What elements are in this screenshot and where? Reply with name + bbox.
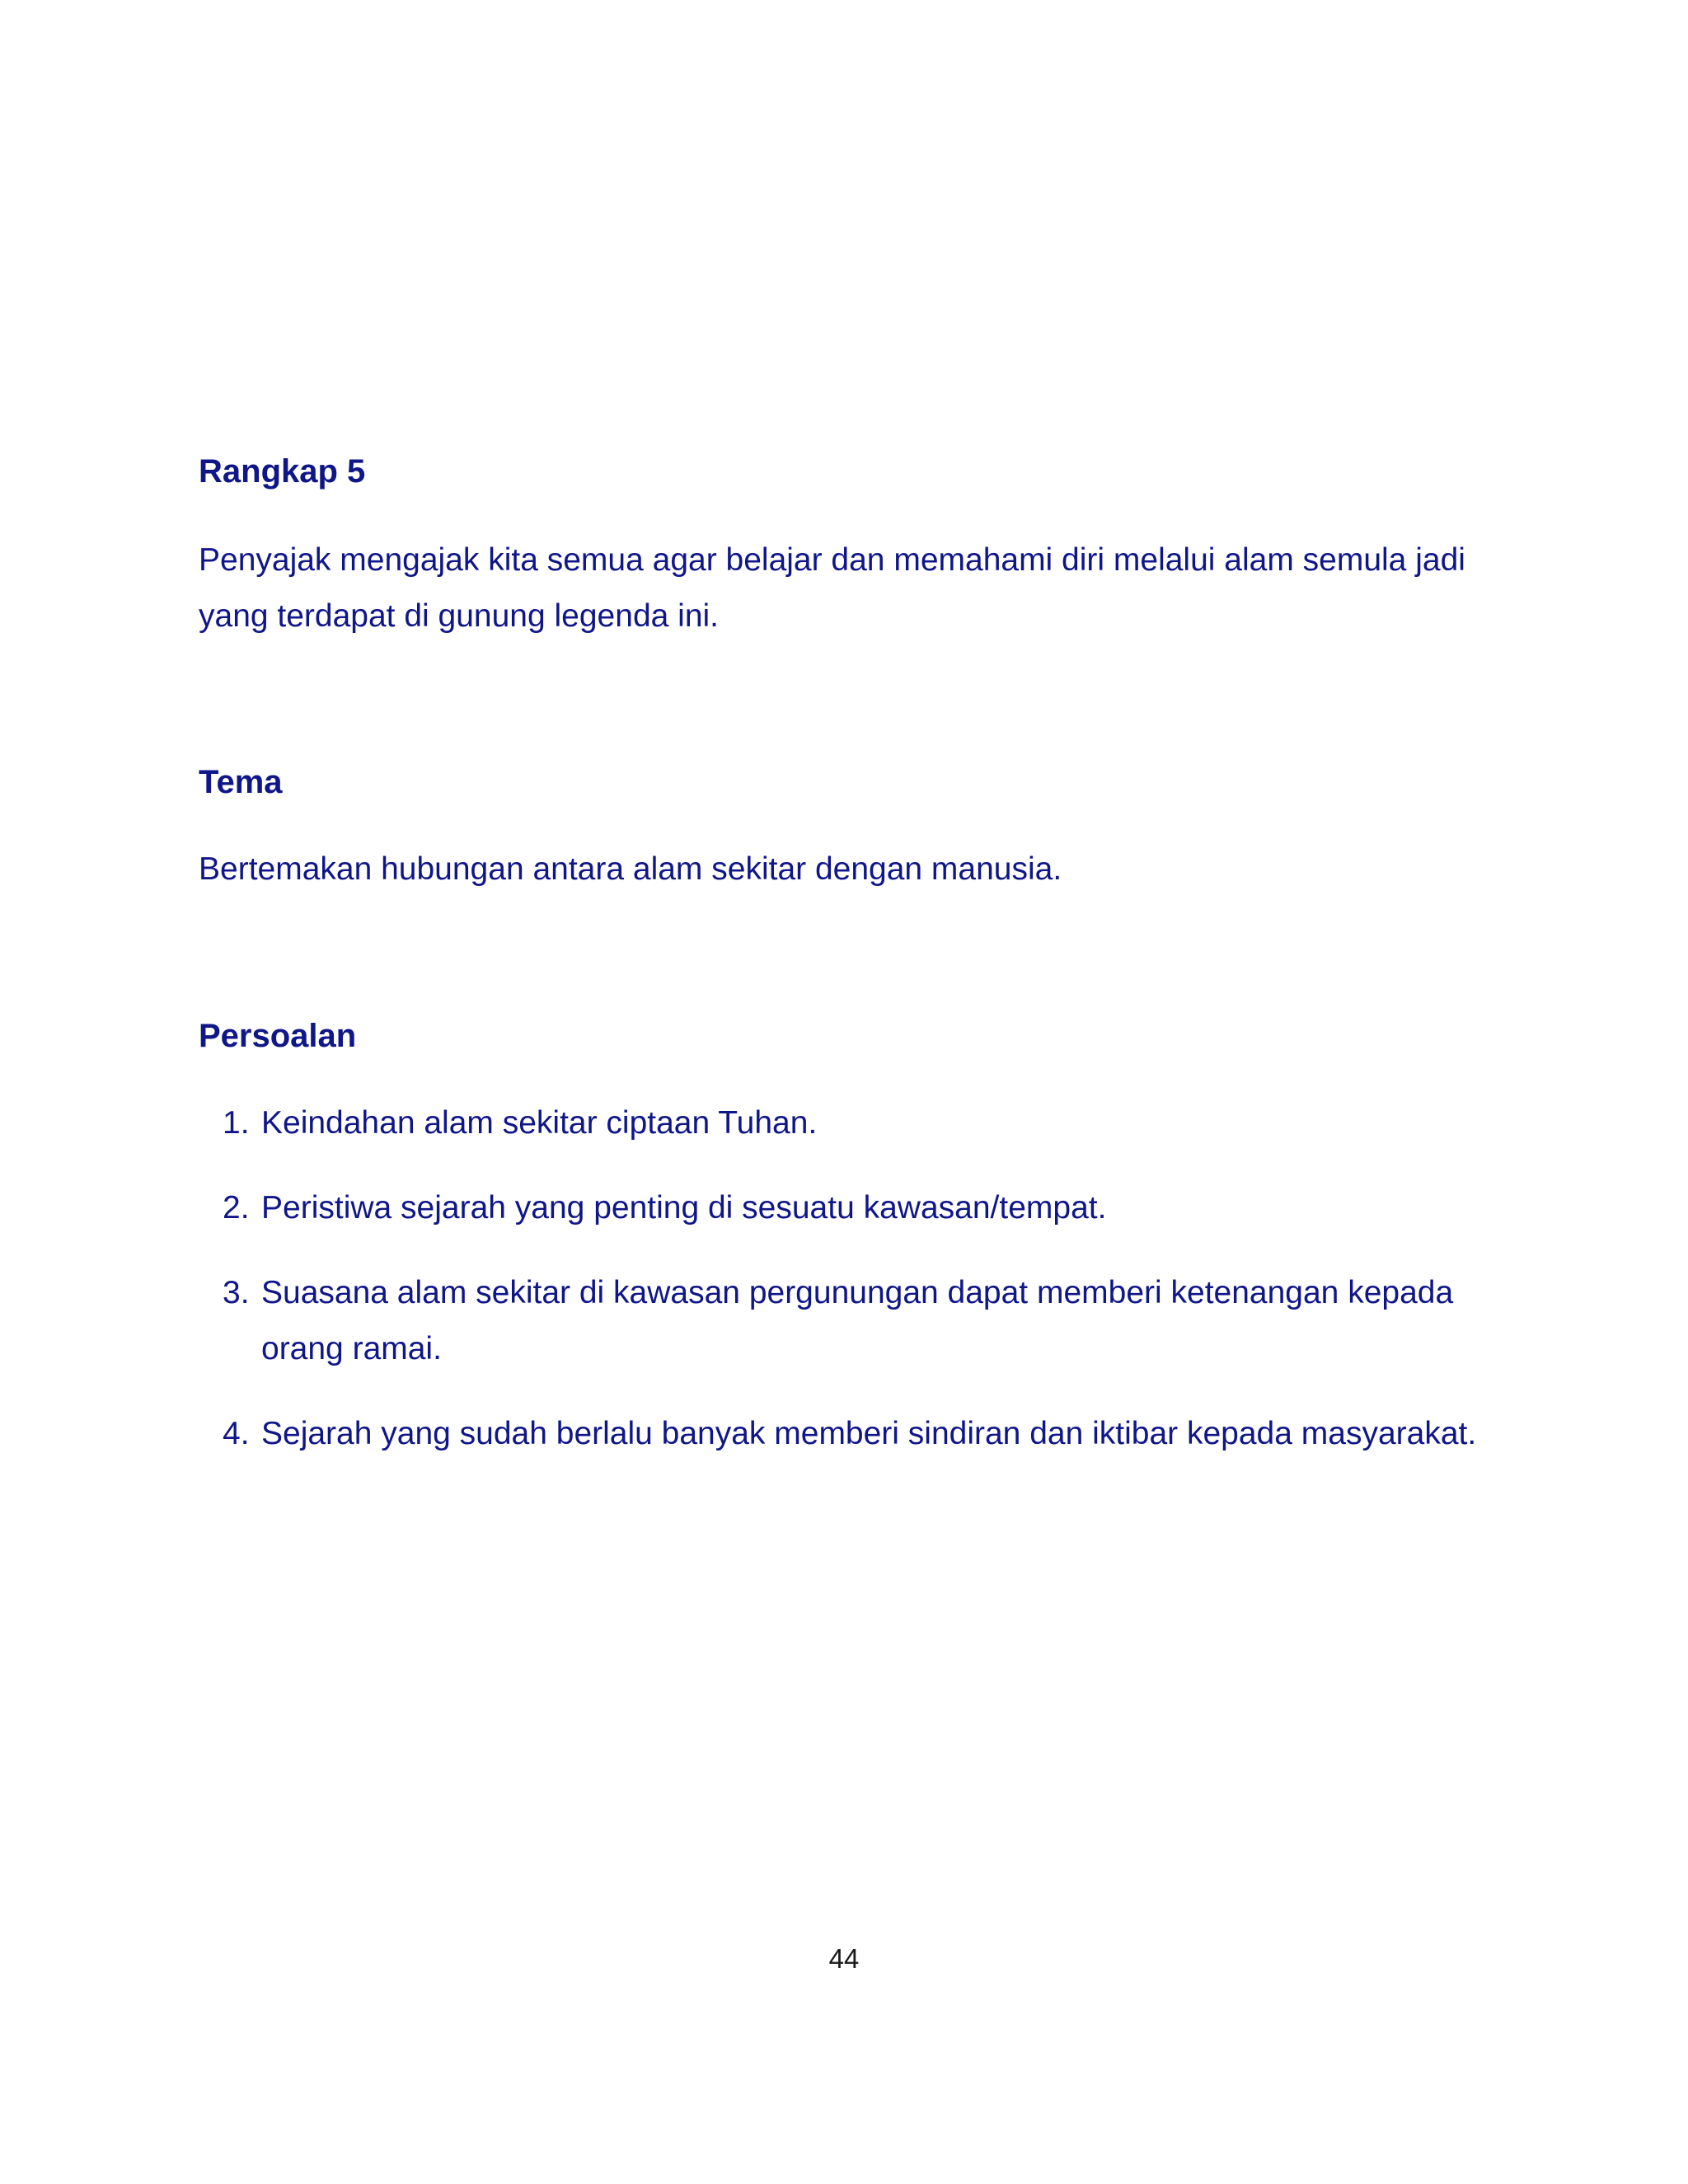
- tema-heading: Tema: [199, 764, 283, 800]
- rangkap-heading: Rangkap 5: [199, 453, 366, 490]
- list-item-number: 3.: [223, 1275, 250, 1310]
- list-item-number: 4.: [223, 1416, 250, 1451]
- list-item-text: Sejarah yang sudah berlalu banyak memberi sindiran dan iktibar kepada masyarakat.: [261, 1416, 1477, 1451]
- rangkap-paragraph: Penyajak mengajak kita semua agar belajar dan memahami diri melalui alam semula jadi yang terdapat di gunung legenda ini.: [199, 542, 1465, 634]
- list-item-text: Suasana alam sekitar di kawasan pergunungan dapat memberi ketenangan kepada orang ramai.: [261, 1275, 1454, 1366]
- tema-paragraph: Bertemakan hubungan antara alam sekitar dengan manusia.: [199, 851, 1062, 887]
- list-item-number: 1.: [223, 1105, 250, 1141]
- list-item: [199, 1095, 1501, 1151]
- page-number: 44: [828, 1943, 860, 1974]
- list-item: [199, 1180, 1501, 1236]
- persoalan-list: [199, 1095, 1501, 1491]
- list-item-text: Keindahan alam sekitar ciptaan Tuhan.: [261, 1105, 818, 1141]
- list-item: [199, 1406, 1501, 1462]
- list-item-text: Peristiwa sejarah yang penting di sesuatu kawasan/tempat.: [261, 1190, 1107, 1226]
- list-item-number: 2.: [223, 1190, 250, 1226]
- list-item: [199, 1265, 1501, 1377]
- persoalan-heading: Persoalan: [199, 1018, 357, 1054]
